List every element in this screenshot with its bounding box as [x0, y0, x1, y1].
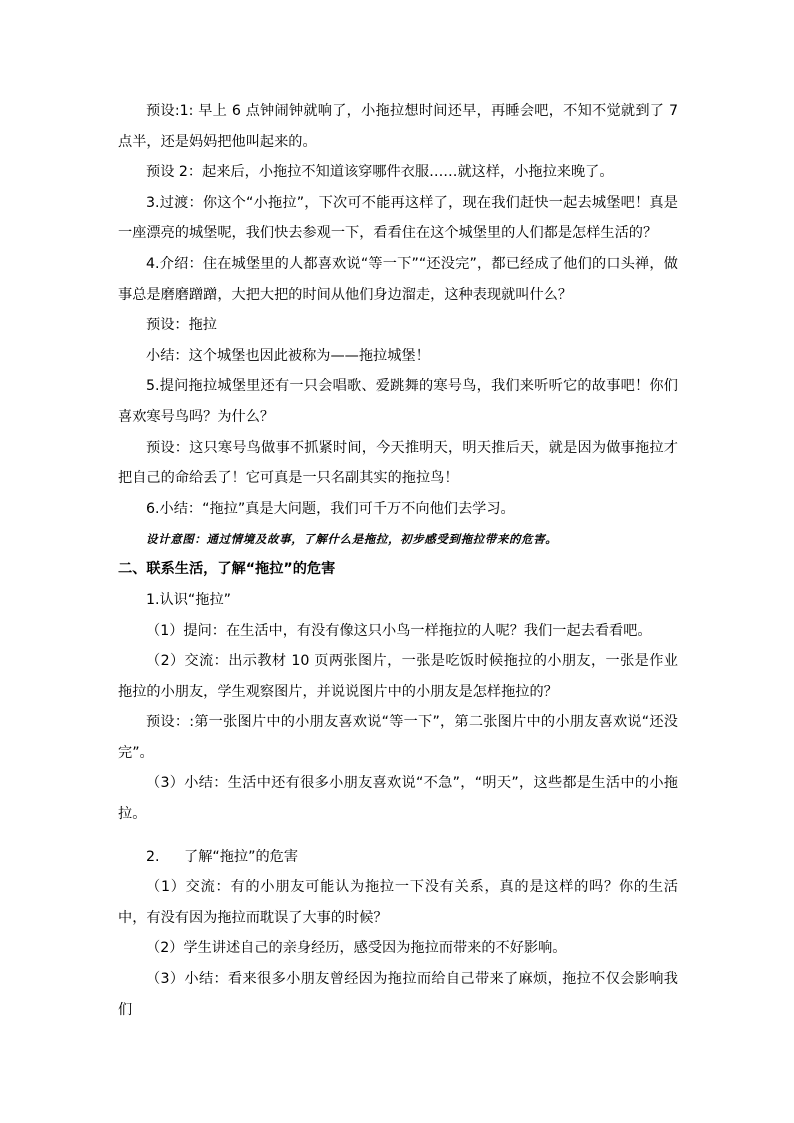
list-text: 了解“拖拉”的危害 [184, 848, 299, 865]
document-page [118, 96, 678, 1025]
paragraph-question-1: （1）提问：在生活中，有没有像这只小鸟一样拖拉的人呢？我们一起去看看吧。 [146, 622, 652, 639]
paragraph-exchange-1: （1）交流：有的小朋友可能认为拖拉一下没有关系，真的是这样的吗？你的生活中，有没有因为拖拉而耽误了大事的时候？ [118, 879, 678, 926]
paragraph-summary-6: 6.小结：“拖拉”真是大问题，我们可千万不向他们去学习。 [146, 500, 515, 517]
paragraph-introduction: 4.介绍：住在城堡里的人都喜欢说“等一下”“还没完”，都已经成了他们的口头禅，做事总是磨磨蹭蹭，大把大把的时间从他们身边溜走，这种表现就叫什么？ [118, 255, 678, 303]
paragraph-preset-pictures: 预设：:第一张图片中的小朋友喜欢说“等一下”，第二张图片中的小朋友喜欢说“还没完”。 [118, 714, 678, 761]
list-number: 2. [146, 848, 160, 865]
design-intent: 设计意图：通过情境及故事，了解什么是拖拉，初步感受到拖拉带来的危害。 [146, 532, 558, 547]
paragraph-harm-title [118, 842, 678, 873]
paragraph-preset-2: 预设 2：起来后，小拖拉不知道该穿哪件衣服……就这样，小拖拉来晚了。 [146, 164, 614, 181]
paragraph-recognize-dawdle: 1.认识“拖拉” [146, 591, 231, 608]
paragraph-student-story: （2）学生讲述自己的亲身经历，感受因为拖拉而带来的不好影响。 [146, 940, 567, 957]
paragraph-preset-dawdle: 预设：拖拉 [146, 317, 217, 334]
section-heading-2: 二、联系生活，了解“拖拉”的危害 [118, 561, 336, 578]
paragraph-gap [118, 830, 678, 842]
paragraph-question-bird: 5.提问拖拉城堡里还有一只会唱歌、爱跳舞的寒号鸟，我们来听听它的故事吧！你们喜欢寒号鸟吗？为什么？ [118, 378, 678, 425]
paragraph-transition: 3.过渡：你这个“小拖拉”，下次可不能再这样了，现在我们赶快一起去城堡吧！真是一座漂亮的城堡呢，我们快去参观一下，看看住在这个城堡里的人们都是怎样生活的？ [118, 194, 678, 242]
paragraph-exchange-2: （2）交流：出示教材 10 页两张图片，一张是吃饭时候拖拉的小朋友，一张是作业拖拉的小朋友，学生观察图片，并说说图片中的小朋友是怎样拖拉的？ [118, 653, 678, 700]
paragraph-summary-castle: 小结：这个城堡也因此被称为——拖拉城堡！ [146, 347, 430, 364]
paragraph-summary-3: （3）小结：生活中还有很多小朋友喜欢说“不急”，“明天”，这些都是生活中的小拖拉。 [118, 775, 678, 823]
paragraph-summary-final: （3）小结：看来很多小朋友曾经因为拖拉而给自己带来了麻烦，拖拉不仅会影响我们 [118, 971, 678, 1018]
paragraph-preset-1: 预设:1: 早上 6 点钟闹钟就响了，小拖拉想时间还早，再睡会吧，不知不觉就到了 7 点半，还是妈妈把他叫起来的。 [118, 103, 678, 150]
paragraph-preset-bird: 预设：这只寒号鸟做事不抓紧时间，今天推明天，明天推后天，就是因为做事拖拉才把自己的命给丢了！它可真是一只名副其实的拖拉鸟！ [118, 439, 678, 487]
